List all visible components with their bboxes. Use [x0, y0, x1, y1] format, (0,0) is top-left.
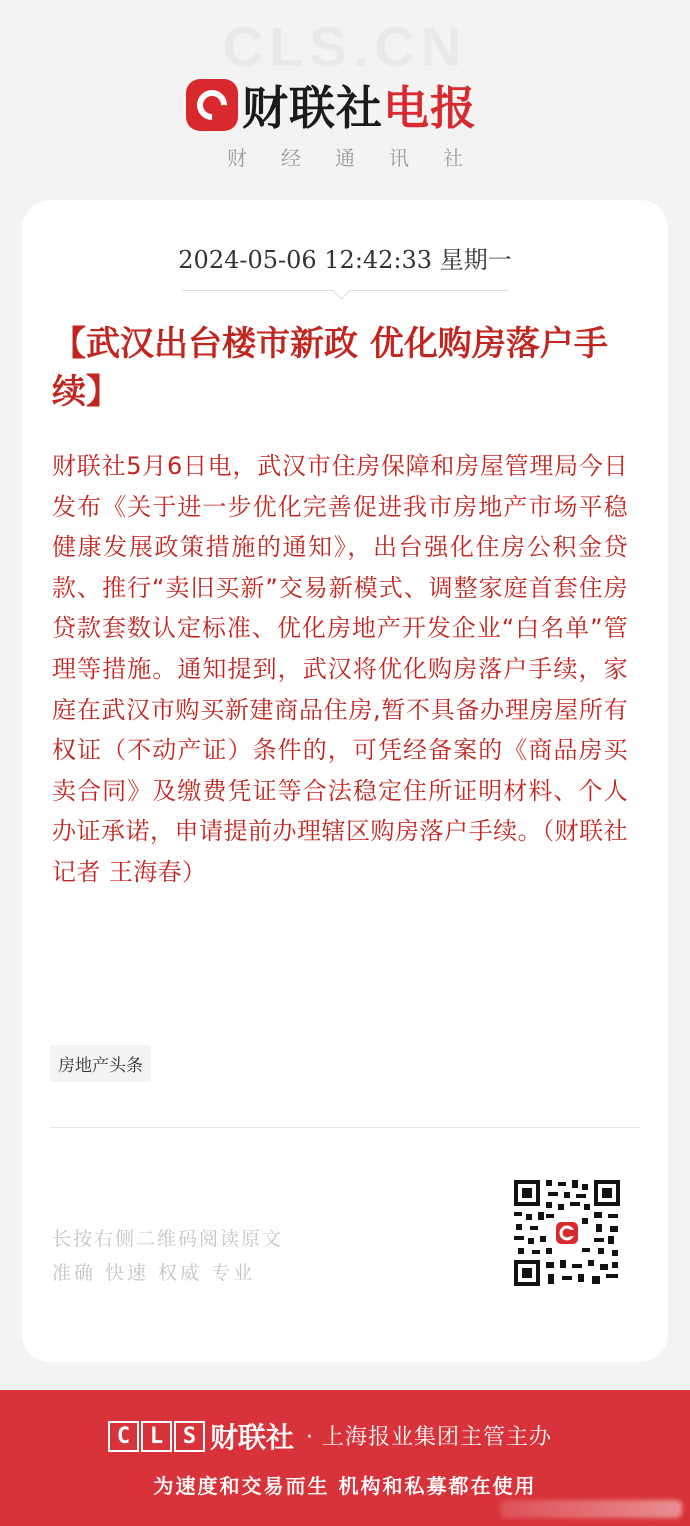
- datetime-notch: [332, 281, 350, 299]
- cls-letter-s: S: [174, 1421, 205, 1452]
- cls-letter-c: C: [108, 1421, 139, 1452]
- article-card: [22, 200, 668, 1362]
- footer-slogan: 为速度和交易而生 机构和私募都在使用: [153, 1474, 537, 1498]
- footer-organization: · 上海报业集团主管主办: [306, 1425, 552, 1450]
- brand-name: [242, 72, 477, 138]
- corner-watermark: [500, 1500, 682, 1518]
- brand-name-main: 财联社: [242, 81, 383, 135]
- footer-brand-name: 财联社: [210, 1421, 295, 1454]
- slogan-hint: 准确 快速 权威 专业: [52, 1262, 256, 1284]
- article-headline: 【武汉出台楼市新政 优化购房落户手续】: [52, 324, 608, 412]
- brand-logo: [186, 76, 477, 134]
- brand-subtitle: 财经通讯社: [227, 146, 497, 170]
- brand-name-accent: 电报: [383, 81, 477, 135]
- section-divider: [50, 1127, 640, 1128]
- cls-watermark: CLS.CN: [222, 15, 468, 78]
- qr-hint: 长按右侧二维码阅读原文: [52, 1228, 284, 1250]
- topic-tag[interactable]: 房地产头条: [50, 1045, 151, 1082]
- cls-letter-l: L: [141, 1421, 172, 1452]
- cls-logo-icon: [186, 79, 238, 131]
- article-body: 财联社5月6日电，武汉市住房保障和房屋管理局今日发布《关于进一步优化完善促进我市房地产市场平稳健康发展政策措施的通知》，出台强化住房公积金贷款、推行“卖旧买新”交易新模式、调整家庭首套住房贷款套数认定标准、优化房地产开发企业“白名单”管理等措施。通知提到，武汉将优化购房落户手续，家庭在武汉市购买新建商品住房,暂不具备办理房屋所有权证（不动产证）条件的，可凭经备案的《商品房买卖合同》及缴费凭证等合法稳定住所证明材料、个人办证承诺，申请提前办理辖区购房落户手续。（财联社记者 王海春）: [52, 452, 628, 886]
- qr-code-icon[interactable]: [512, 1178, 622, 1288]
- publish-datetime: 2024-05-06 12:42:33 星期一: [178, 246, 512, 274]
